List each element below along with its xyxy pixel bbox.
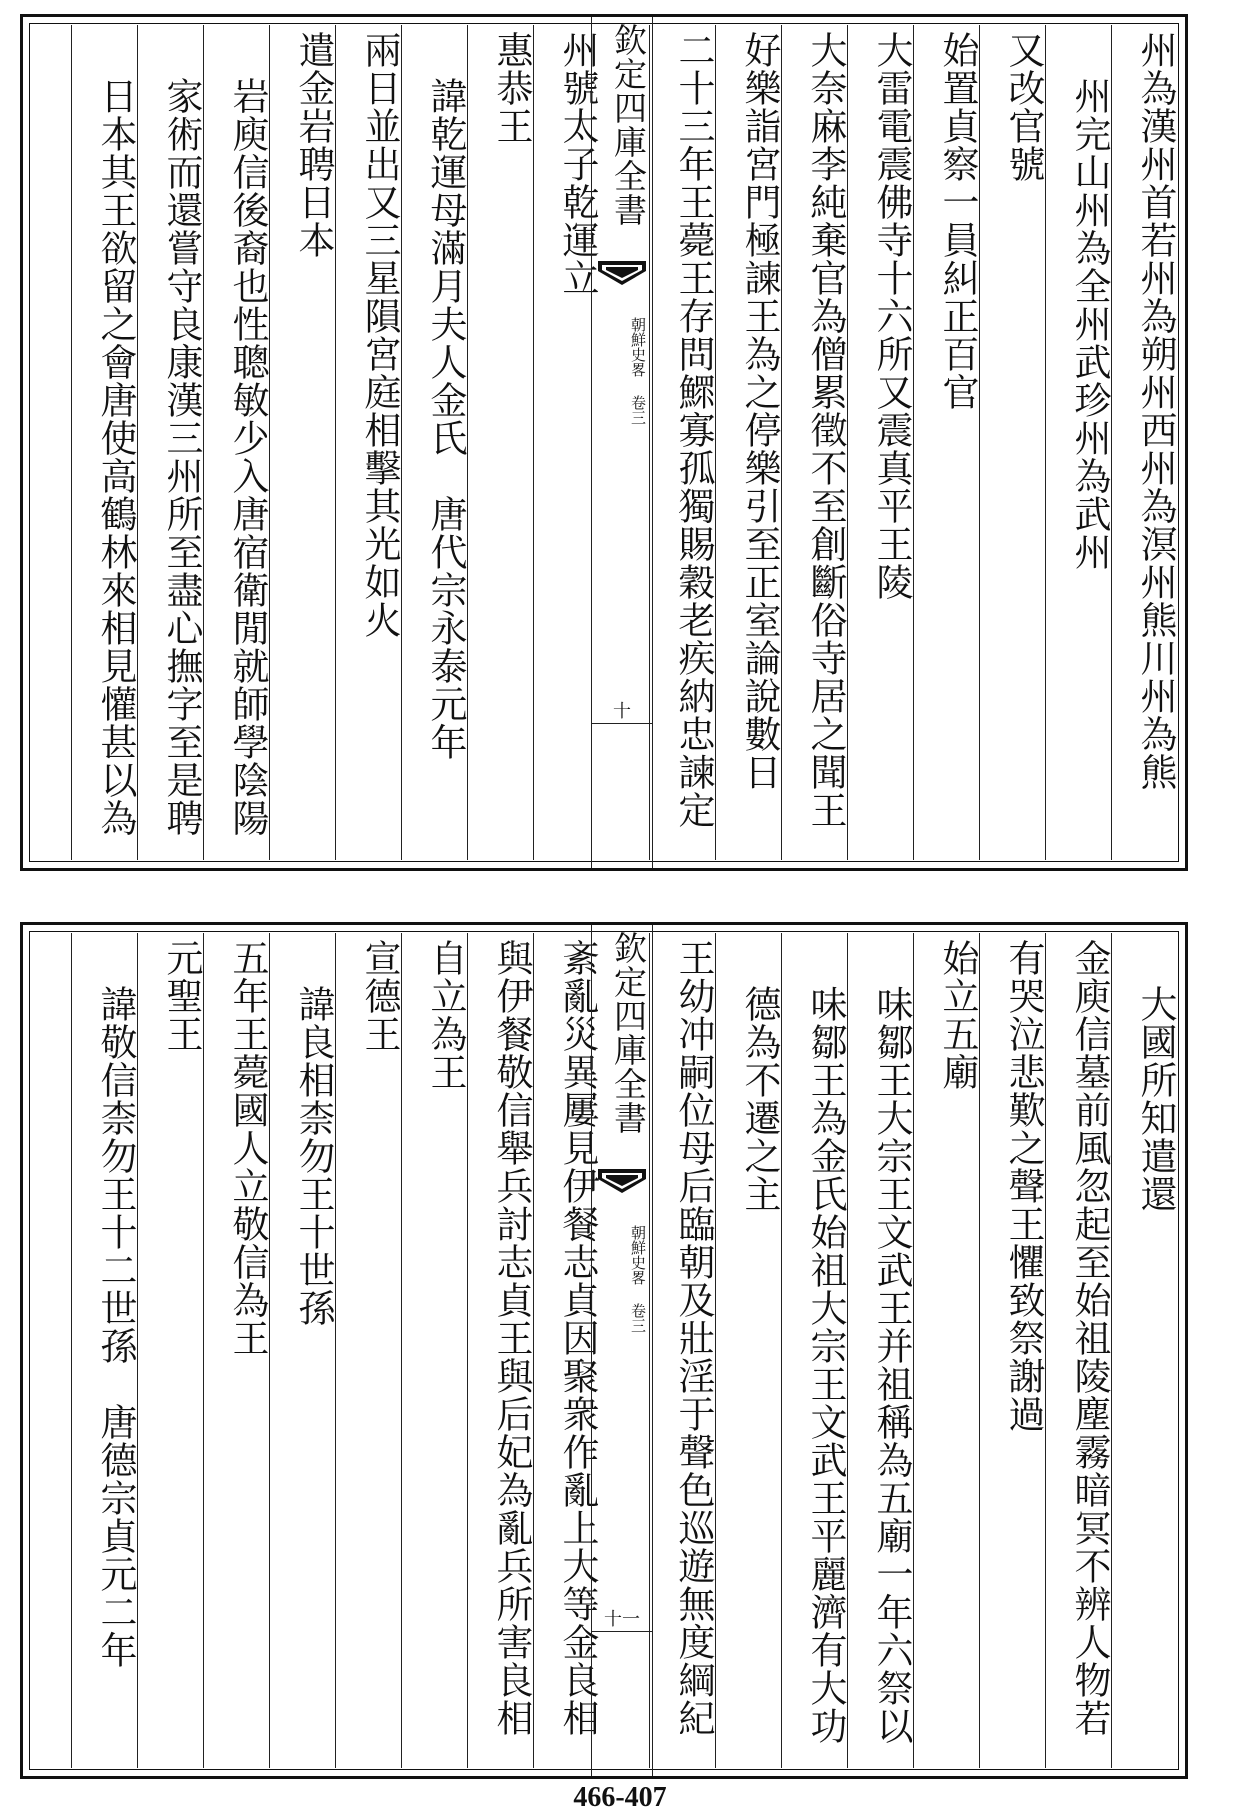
folio-number: 十一 bbox=[604, 1609, 640, 1630]
column-text: 諱良相柰勿王十世孫 bbox=[292, 985, 335, 1327]
column-text: 諱敬信柰勿王十二世孫 唐德宗貞元二年 bbox=[94, 985, 137, 1669]
text-column bbox=[913, 25, 980, 860]
column-text: 德為不遷之主 bbox=[738, 985, 781, 1213]
book-subtitle: 朝鮮史畧 卷三 bbox=[629, 317, 647, 425]
column-text: 王幼冲嗣位母后臨朝及壯淫于聲色巡遊無度綱紀 bbox=[672, 939, 715, 1737]
text-column bbox=[401, 25, 468, 860]
column-text: 州號太子乾運立 bbox=[556, 31, 599, 297]
column-text: 紊亂災異屢見伊餐志貞因聚衆作亂上大等金良相 bbox=[556, 939, 599, 1737]
text-column bbox=[203, 933, 270, 1768]
column-text: 自立為王 bbox=[424, 939, 467, 1091]
text-column bbox=[335, 933, 402, 1768]
column-text: 惠恭王 bbox=[490, 31, 533, 145]
text-column bbox=[71, 25, 138, 860]
text-column bbox=[649, 933, 716, 1768]
column-text: 金庾信墓前風忽起至始祖陵塵霧暗冥不辨人物若 bbox=[1068, 939, 1111, 1737]
text-column bbox=[781, 25, 848, 860]
text-column bbox=[1111, 933, 1178, 1768]
column-text: 州為漢州首若州為朔州西州為溟州熊川州為熊 bbox=[1134, 31, 1177, 791]
text-column bbox=[715, 25, 782, 860]
column-text: 始置貞察一員糾正百官 bbox=[936, 31, 979, 411]
column-text: 宣德王 bbox=[358, 939, 401, 1053]
column-text: 與伊餐敬信舉兵討志貞王與后妃為亂兵所害良相 bbox=[490, 939, 533, 1737]
text-column bbox=[1111, 25, 1178, 860]
text-column bbox=[1045, 25, 1112, 860]
column-text: 岩庾信後裔也性聰敏少入唐宿衛閒就師學陰陽 bbox=[226, 77, 269, 837]
bottom-page-center-strip bbox=[591, 925, 653, 1776]
text-column bbox=[781, 933, 848, 1768]
text-column bbox=[269, 933, 336, 1768]
text-column bbox=[203, 25, 270, 860]
folio-rule bbox=[592, 1631, 652, 1632]
column-text: 兩日並出又三星隕宮庭相擊其光如火 bbox=[358, 31, 401, 639]
fish-tail-mark-icon bbox=[598, 261, 646, 285]
folio-rule bbox=[592, 723, 652, 724]
column-text: 味鄒王為金氏始祖大宗王文武王平麗濟有大功 bbox=[804, 985, 847, 1745]
column-text: 五年王薨國人立敬信為王 bbox=[226, 939, 269, 1357]
column-text: 味鄒王大宗王文武王并祖稱為五廟一年六祭以 bbox=[870, 985, 913, 1745]
text-column bbox=[71, 933, 138, 1768]
top-page bbox=[20, 14, 1188, 871]
fish-tail-mark-icon bbox=[598, 1169, 646, 1193]
text-column bbox=[269, 25, 336, 860]
column-text: 好樂詣宮門極諫王為之停樂引至正室論說數日 bbox=[738, 31, 781, 791]
page-label: 466-407 bbox=[573, 1782, 667, 1813]
column-text: 大國所知遣還 bbox=[1134, 985, 1177, 1213]
column-text: 諱乾運母滿月夫人金氏 唐代宗永泰元年 bbox=[424, 77, 467, 761]
text-column bbox=[913, 933, 980, 1768]
text-column bbox=[401, 933, 468, 1768]
text-column bbox=[137, 25, 204, 860]
text-column bbox=[1045, 933, 1112, 1768]
top-page-center-strip bbox=[591, 17, 653, 868]
text-column bbox=[467, 933, 534, 1768]
column-text: 家術而還嘗守良康漢三州所至盡心撫字至是聘 bbox=[160, 77, 203, 837]
column-text: 大雷電震佛寺十六所又震真平王陵 bbox=[870, 31, 913, 601]
text-column bbox=[137, 933, 204, 1768]
text-column bbox=[847, 933, 914, 1768]
column-text: 二十三年王薨王存問鰥寡孤獨賜穀老疾納忠諫定 bbox=[672, 31, 715, 829]
book-subtitle: 朝鮮史畧 卷三 bbox=[629, 1225, 647, 1333]
column-text: 有哭泣悲歎之聲王懼致祭謝過 bbox=[1002, 939, 1045, 1433]
text-column bbox=[467, 25, 534, 860]
text-column bbox=[847, 25, 914, 860]
column-text: 又改官號 bbox=[1002, 31, 1045, 183]
book-title: 欽定四庫全書 bbox=[609, 23, 648, 227]
column-text: 元聖王 bbox=[160, 939, 203, 1053]
column-text: 日本其王欲留之會唐使高鶴林來相見懽甚以為 bbox=[94, 77, 137, 837]
text-column bbox=[715, 933, 782, 1768]
text-column bbox=[979, 933, 1046, 1768]
column-text: 始立五廟 bbox=[936, 939, 979, 1091]
text-column bbox=[533, 933, 600, 1768]
text-column bbox=[979, 25, 1046, 860]
folio-number: 十 bbox=[613, 701, 631, 722]
book-title: 欽定四庫全書 bbox=[609, 931, 648, 1135]
column-text: 遣金岩聘日本 bbox=[292, 31, 335, 259]
bottom-page bbox=[20, 922, 1188, 1779]
text-column bbox=[533, 25, 600, 860]
text-column bbox=[335, 25, 402, 860]
column-text: 大奈麻李純棄官為僧累徵不至創斷俗寺居之聞王 bbox=[804, 31, 847, 829]
text-column bbox=[649, 25, 716, 860]
column-text: 州完山州為全州武珍州為武州 bbox=[1068, 77, 1111, 571]
